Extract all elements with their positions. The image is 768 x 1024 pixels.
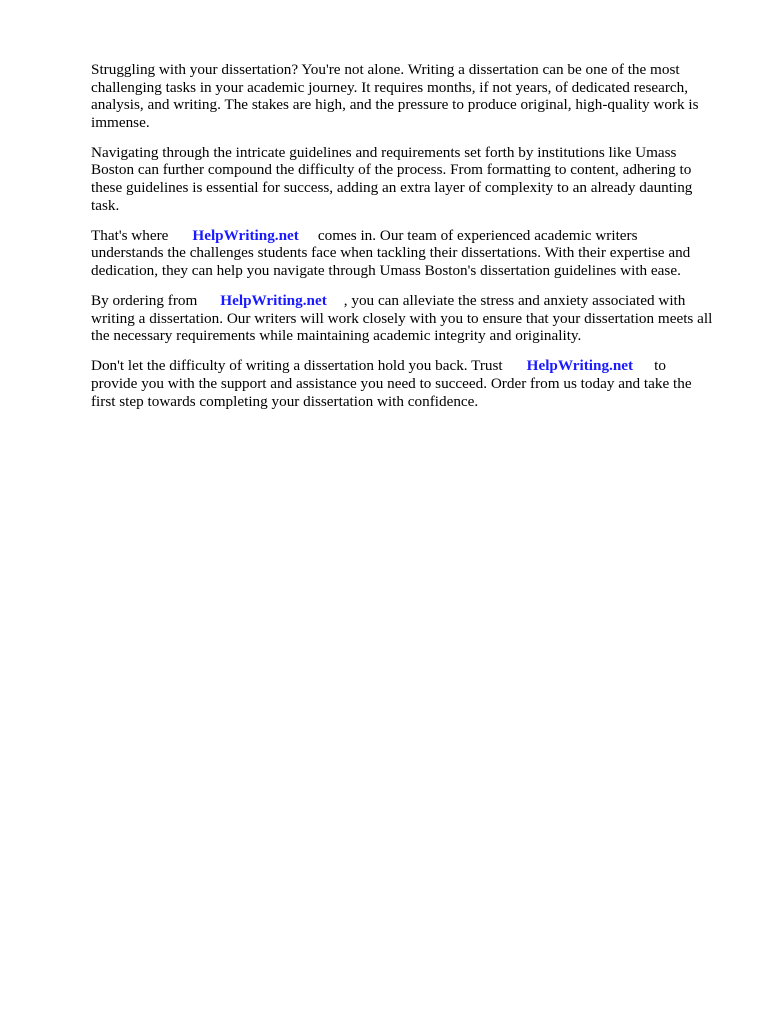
paragraph-text-before-link: That's where bbox=[91, 226, 169, 244]
paragraph-text-before-link: Don't let the difficulty of writing a dissertation hold you back. Trust bbox=[91, 357, 503, 375]
paragraph-text-after-link: to provide you with the support and assistance you need to succeed. Order from us today and take the first step towards completing your dissertation with confidence. bbox=[91, 357, 692, 410]
helpwriting-link[interactable]: HelpWriting.net bbox=[526, 357, 634, 375]
paragraph-text-after-link: comes in. Our team of experienced academic writers understands the challenges students face when tackling their dissertations. With their expertise and dedication, they can help you navigate through Umass Boston's dissertation guidelines with ease. bbox=[91, 226, 691, 279]
ordering-paragraph bbox=[91, 292, 713, 345]
paragraph-text-before-link: By ordering from bbox=[91, 292, 198, 310]
helpwriting-link[interactable]: HelpWriting.net bbox=[192, 226, 299, 244]
call-to-action-paragraph bbox=[91, 357, 713, 410]
service-intro-paragraph bbox=[91, 227, 713, 280]
guidelines-paragraph bbox=[91, 144, 713, 214]
document-body bbox=[91, 61, 713, 423]
paragraph-text: Struggling with your dissertation? You're not alone. Writing a dissertation can be one of the most challenging tasks in your academic journey. It requires months, if not years, of dedicated research, analysis, and writing. The stakes are high, and the pressure to produce original, high-quality work is immense. bbox=[91, 61, 699, 131]
intro-paragraph bbox=[91, 61, 713, 131]
paragraph-text: Navigating through the intricate guidelines and requirements set forth by institutions like Umass Boston can further compound the difficulty of the process. From formatting to content, adhering to these guidelines is essential for success, adding an extra layer of complexity to an already daunting task. bbox=[91, 143, 693, 214]
paragraph-text-after-link: , you can alleviate the stress and anxiety associated with writing a dissertation. Our writers will work closely with you to ensure that your dissertation meets all the necessary requirements while maintaining academic integrity and originality. bbox=[91, 292, 713, 345]
helpwriting-link[interactable]: HelpWriting.net bbox=[220, 292, 327, 310]
